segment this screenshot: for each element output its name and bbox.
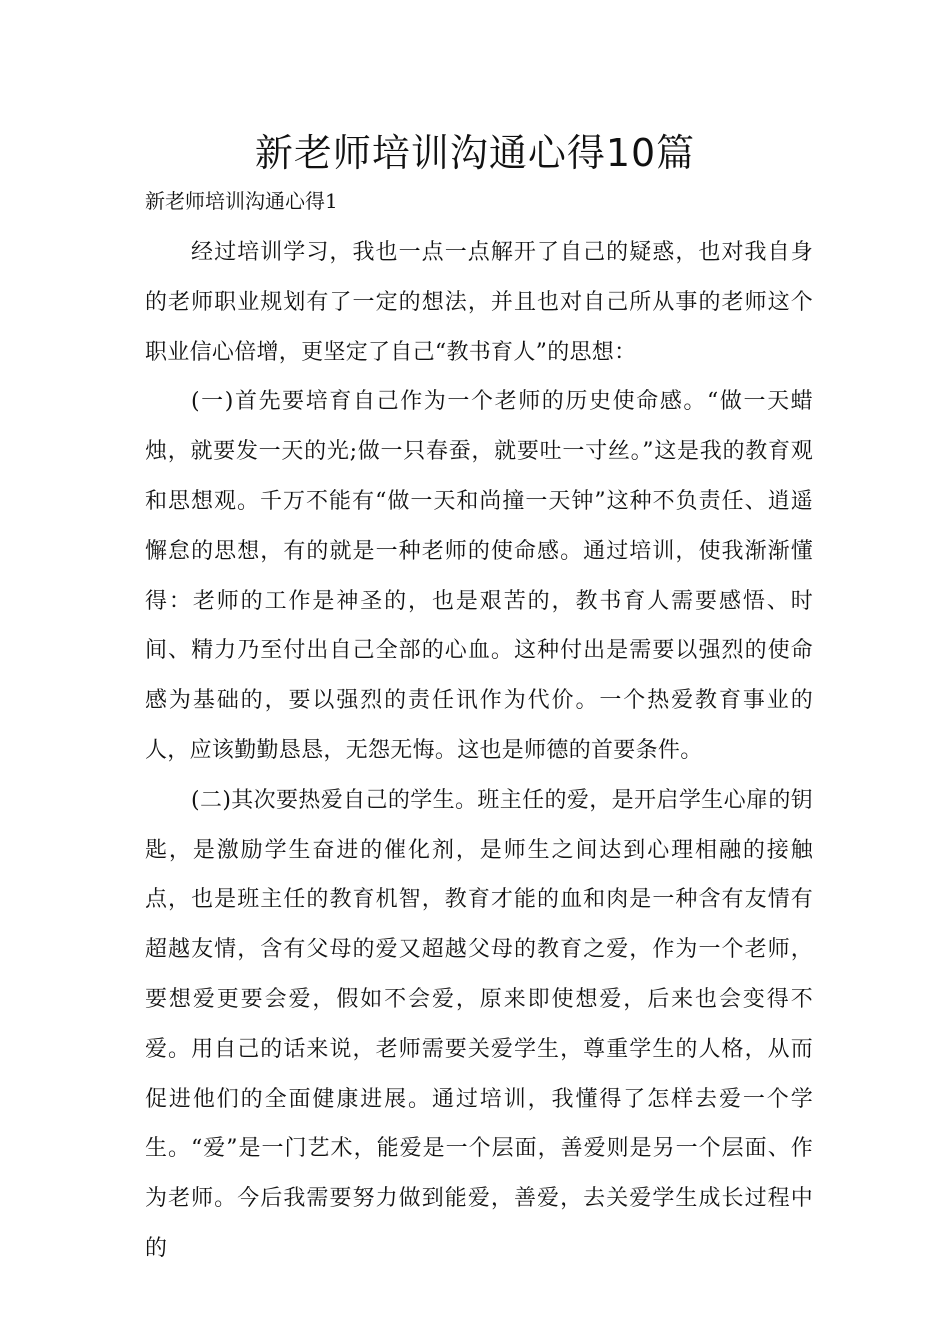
section-heading: 新老师培训沟通心得1 xyxy=(145,189,338,213)
paragraph-point-one: (一)首先要培育自己作为一个老师的历史使命感。“做一天蜡烛，就要发一天的光;做一只春蚕，就要吐一寸丝。”这是我的教育观和思想观。千万不能有“做一天和尚撞一天钟”这种不负责任、逍遥懈怠的思想，有的就是一种老师的使命感。通过培训，使我渐渐懂得：老师的工作是神圣的，也是艰苦的，教书育人需要感悟、时间、精力乃至付出自己全部的心血。这种付出是需要以强烈的使命感为基础的，要以强烈的责任讯作为代价。一个热爱教育事业的人，应该勤勤恳恳，无怨无悔。这也是师德的首要条件。 xyxy=(145,389,813,763)
document-body xyxy=(145,228,813,1274)
paragraph-intro: 经过培训学习，我也一点一点解开了自己的疑惑，也对我自身的老师职业规划有了一定的想法，并且也对自己所从事的老师这个职业信心倍增，更坚定了自己“教书育人”的思想： xyxy=(145,240,813,365)
paragraph-point-two: (二)其次要热爱自己的学生。班主任的爱，是开启学生心扉的钥匙，是激励学生奋进的催化剂，是师生之间达到心理相融的接触点，也是班主任的教育机智，教育才能的血和肉是一种含有友情有超越友情，含有父母的爱又超越父母的教育之爱，作为一个老师，要想爱更要会爱，假如不会爱，原来即使想爱，后来也会变得不爱。用自己的话来说，老师需要关爱学生，尊重学生的人格，从而促进他们的全面健康进展。通过培训，我懂得了怎样去爱一个学生。“爱”是一门艺术，能爱是一个层面，善爱则是另一个层面、作为老师。今后我需要努力做到能爱，善爱，去关爱学生成长过程中的 xyxy=(145,787,813,1261)
document-title: 新老师培训沟通心得10篇 xyxy=(254,131,696,175)
